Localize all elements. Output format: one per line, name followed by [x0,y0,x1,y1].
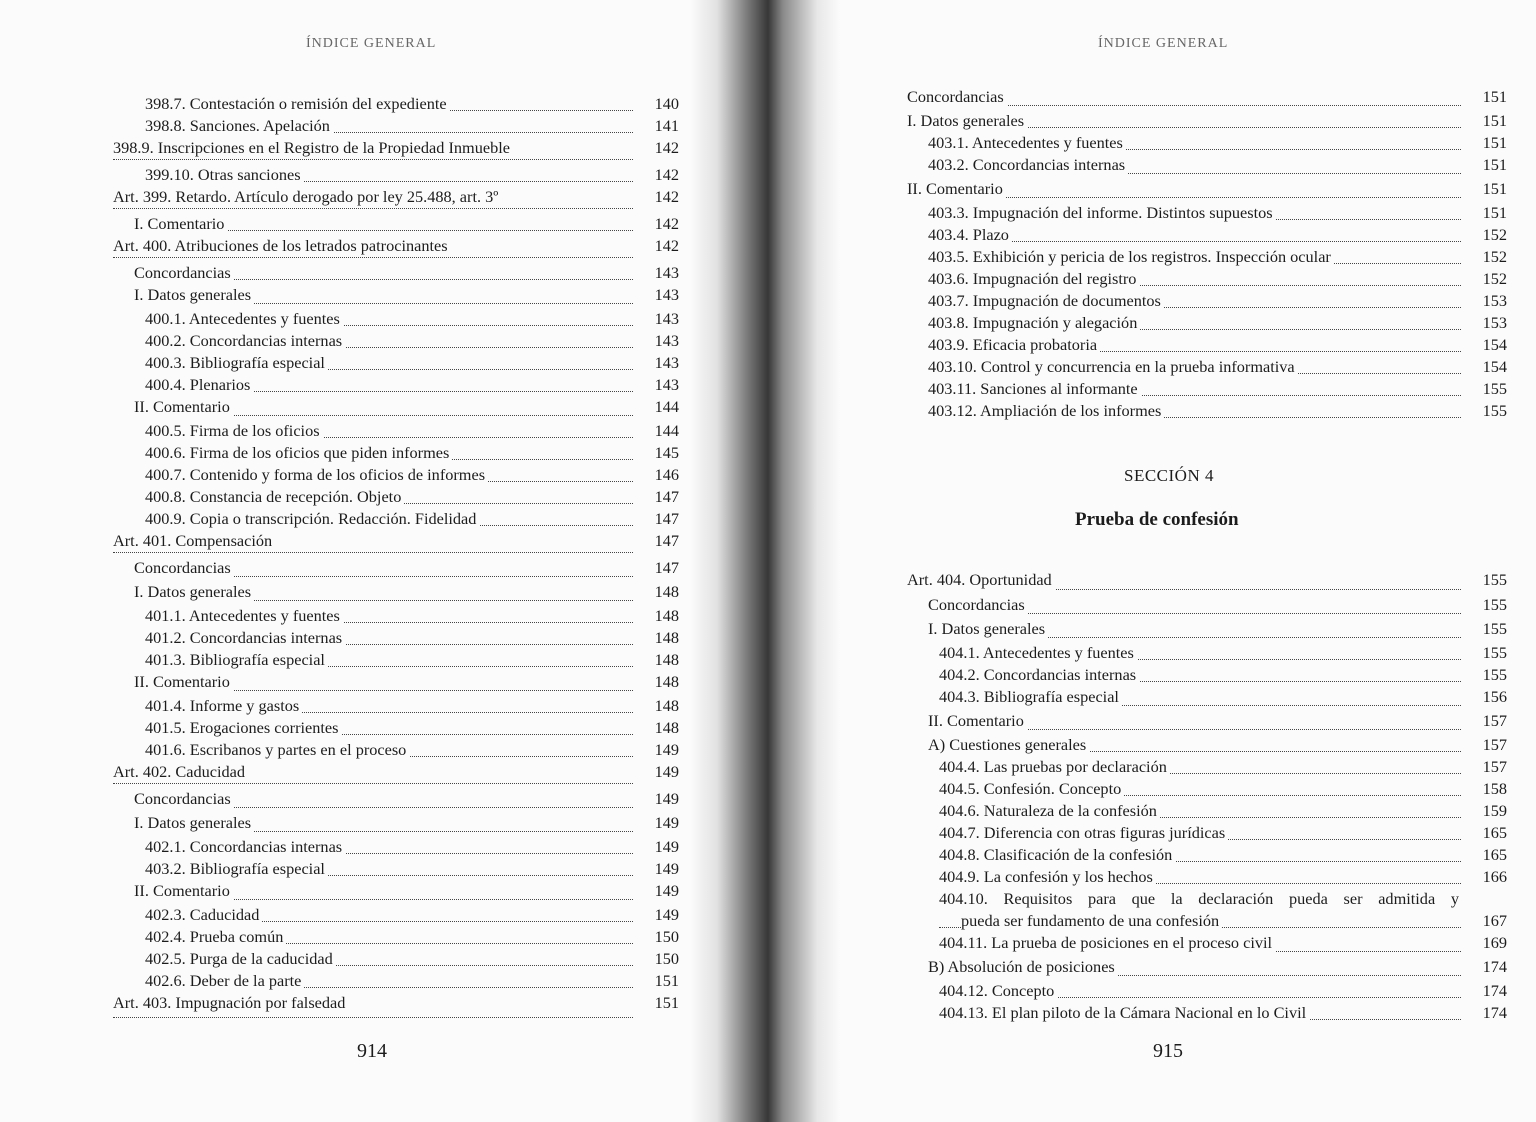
toc-entry [113,530,679,557]
toc-entry-page: 151 [1482,87,1507,106]
toc-entry-title: 403.4. Plazo [928,224,1012,246]
toc-entry-title: Concordancias [907,86,1007,108]
toc-entry-title: I. Datos generales [134,581,254,603]
toc-entry [113,374,679,396]
toc-entry [113,812,679,836]
toc-entry [907,246,1507,268]
toc-entry-page: 148 [654,696,679,715]
running-head: ÍNDICE GENERAL [306,36,437,51]
toc-entry-page: 153 [1482,313,1507,332]
toc-entry-title: I. Datos generales [928,618,1048,640]
toc-entry-title: 403.2. Concordancias internas [928,154,1128,176]
toc-entry-title: Art. 404. Oportunidad [907,569,1055,591]
toc-entry-title-continuation: pueda ser fundamento de una confesión [961,910,1222,932]
toc-entry-title: 404.12. Concepto [939,980,1057,1002]
toc-entry-page: 151 [1482,133,1507,152]
toc-entry [113,788,679,812]
toc-entry-title: Art. 399. Retardo. Artículo derogado por ley 25.488, art. 3º [113,186,501,208]
toc-entry-page: 142 [654,187,679,206]
toc-entry-page: 157 [1482,735,1507,754]
toc-entry-title: Art. 400. Atribuciones de los letrados patrocinantes [113,235,451,257]
table-of-contents [113,93,679,1022]
toc-entry-page: 154 [1482,357,1507,376]
toc-entry-title: I. Comentario [134,213,227,235]
toc-entry-page: 142 [654,165,679,184]
dot-leader [113,257,633,258]
toc-entry-page: 174 [1482,1003,1507,1022]
toc-entry [113,308,679,330]
toc-entry [113,420,679,442]
toc-entry [907,686,1507,710]
toc-entry-page: 153 [1482,291,1507,310]
toc-entry-title: 404.10. Requisitos para que la declaración pueda ser admitida y [939,889,1459,908]
dot-leader [113,1017,633,1018]
toc-entry [113,858,679,880]
toc-entry-page: 151 [654,971,679,990]
toc-entry-page: 144 [654,421,679,440]
toc-entry [907,664,1507,686]
toc-entry-title: Concordancias [134,557,234,579]
toc-entry-title: 404.6. Naturaleza de la confesión [939,800,1160,822]
toc-entry-title: II. Comentario [907,178,1006,200]
toc-entry [113,137,679,164]
toc-entry-page: 148 [654,582,679,601]
toc-entry-page: 150 [654,927,679,946]
toc-entry-title: Concordancias [134,262,234,284]
dot-leader [113,159,633,160]
toc-entry-page: 174 [1482,957,1507,976]
toc-entry-title: 401.5. Erogaciones corrientes [145,717,342,739]
toc-entry [113,926,679,948]
toc-entry [113,581,679,605]
toc-entry [113,235,679,262]
toc-entry [907,378,1507,400]
toc-entry [907,86,1507,110]
toc-entry-page: 141 [654,116,679,135]
toc-entry [907,594,1507,618]
toc-entry [113,904,679,926]
toc-entry-page: 148 [654,672,679,691]
toc-entry [907,334,1507,356]
toc-entry-page: 151 [1482,155,1507,174]
toc-entry [113,330,679,352]
toc-entry-title: 403.1. Antecedentes y fuentes [928,132,1126,154]
toc-entry [113,739,679,761]
toc-entry-title: 400.1. Antecedentes y fuentes [145,308,343,330]
toc-entry-page: 165 [1482,823,1507,842]
toc-entry [907,642,1507,664]
toc-entry-title: 401.3. Bibliografía especial [145,649,328,671]
toc-entry-page: 157 [1482,757,1507,776]
toc-entry-page: 144 [654,397,679,416]
toc-entry-title: 404.3. Bibliografía especial [939,686,1122,708]
table-of-contents [907,86,1507,422]
toc-entry [907,734,1507,756]
toc-entry [113,262,679,284]
toc-entry-page: 143 [654,309,679,328]
toc-entry [113,464,679,486]
toc-entry-title: 400.5. Firma de los oficios [145,420,323,442]
toc-entry [113,627,679,649]
toc-entry [113,186,679,213]
toc-entry-page: 155 [1482,643,1507,662]
toc-entry [907,1002,1507,1024]
toc-entry [907,956,1507,980]
toc-entry [907,756,1507,778]
toc-entry [113,717,679,739]
toc-entry-page: 169 [1482,933,1507,952]
page-number: 915 [1153,1040,1183,1062]
toc-entry-title: 401.6. Escribanos y partes en el proceso [145,739,409,761]
toc-entry-title: 398.8. Sanciones. Apelación [145,115,333,137]
toc-entry-page: 142 [654,214,679,233]
toc-entry-page: 147 [654,558,679,577]
section-label: SECCIÓN 4 [1124,466,1214,485]
toc-entry-title: 404.11. La prueba de posiciones en el proceso civil [939,932,1275,954]
toc-entry-page: 156 [1482,687,1507,706]
toc-entry-title: II. Comentario [134,671,233,693]
toc-entry-title: 404.13. El plan piloto de la Cámara Nacional en lo Civil [939,1002,1309,1024]
toc-entry-page: 148 [654,606,679,625]
toc-entry-page: 148 [654,628,679,647]
toc-entry-page: 142 [654,236,679,255]
toc-entry-page: 145 [654,443,679,462]
toc-entry-page: 155 [1482,379,1507,398]
toc-entry-page: 166 [1482,867,1507,886]
toc-entry [907,312,1507,334]
toc-entry-title: 404.1. Antecedentes y fuentes [939,642,1137,664]
toc-entry [113,649,679,671]
book-gutter-shadow [690,0,840,1122]
toc-entry [907,356,1507,378]
toc-entry [113,442,679,464]
toc-entry [113,115,679,137]
toc-entry-title: 403.8. Impugnación y alegación [928,312,1140,334]
dot-leader [113,783,633,784]
toc-entry-page: 151 [1482,179,1507,198]
toc-entry-title: 400.2. Concordancias internas [145,330,345,352]
section-title: Prueba de confesión [1075,509,1239,530]
toc-entry-title: 403.2. Bibliografía especial [145,858,328,880]
toc-entry-page: 143 [654,285,679,304]
toc-entry [113,486,679,508]
toc-entry-title: 401.1. Antecedentes y fuentes [145,605,343,627]
toc-entry [907,710,1507,734]
toc-entry-title: 404.8. Clasificación de la confesión [939,844,1175,866]
toc-entry-title: 403.7. Impugnación de documentos [928,290,1164,312]
toc-entry-title: 403.10. Control y concurrencia en la prueba informativa [928,356,1298,378]
toc-entry-title: 400.4. Plenarios [145,374,253,396]
toc-entry-title: Concordancias [134,788,234,810]
toc-entry-title: B) Absolución de posiciones [928,956,1118,978]
toc-entry [907,400,1507,422]
toc-entry-page: 149 [654,859,679,878]
toc-entry-title: 403.12. Ampliación de los informes [928,400,1164,422]
toc-entry [113,836,679,858]
toc-entry-title: A) Cuestiones generales [928,734,1089,756]
toc-entry [907,202,1507,224]
toc-entry-page: 155 [1482,401,1507,420]
toc-entry-page: 149 [654,789,679,808]
dot-leader [113,208,633,209]
toc-entry-title: I. Datos generales [134,812,254,834]
toc-entry-title: Concordancias [928,594,1028,616]
toc-entry-page: 147 [654,531,679,550]
toc-entry-page: 140 [654,94,679,113]
toc-entry-page: 157 [1482,711,1507,730]
toc-entry-page: 152 [1482,269,1507,288]
toc-entry [907,110,1507,132]
dot-leader [113,552,633,553]
toc-entry-title: 400.7. Contenido y forma de los oficios de informes [145,464,488,486]
toc-entry-page: 151 [1482,111,1507,130]
toc-entry-page: 147 [654,487,679,506]
toc-entry [113,164,679,186]
toc-entry [113,557,679,581]
toc-entry-page: 167 [1482,911,1507,930]
toc-entry-title: Art. 401. Compensación [113,530,275,552]
toc-entry-title: 399.10. Otras sanciones [145,164,304,186]
toc-entry-title: 402.1. Concordancias internas [145,836,345,858]
toc-entry-page: 149 [654,837,679,856]
toc-entry-page: 149 [654,881,679,900]
toc-entry-page: 174 [1482,981,1507,1000]
toc-entry [113,695,679,717]
toc-entry-page: 155 [1482,665,1507,684]
toc-entry [113,396,679,420]
toc-entry [907,618,1507,642]
page-number: 914 [357,1040,387,1062]
toc-entry [113,605,679,627]
toc-entry [113,992,679,1022]
toc-entry [907,932,1507,956]
toc-entry [113,970,679,992]
toc-entry [907,888,1507,932]
toc-entry-page: 142 [654,138,679,157]
toc-entry-page: 151 [654,993,679,1012]
toc-entry [907,224,1507,246]
toc-entry-title: 404.4. Las pruebas por declaración [939,756,1170,778]
toc-entry [113,284,679,308]
toc-entry-title: 398.7. Contestación o remisión del expediente [145,93,450,115]
toc-entry-title: II. Comentario [134,396,233,418]
toc-entry-page: 143 [654,263,679,282]
toc-entry-title: 404.5. Confesión. Concepto [939,778,1124,800]
left-page [0,0,700,1122]
toc-entry-title: 400.8. Constancia de recepción. Objeto [145,486,404,508]
toc-entry-title: 404.9. La confesión y los hechos [939,866,1156,888]
toc-entry-page: 149 [654,813,679,832]
toc-entry-title: I. Datos generales [907,110,1027,132]
toc-entry-page: 143 [654,331,679,350]
toc-entry [907,844,1507,866]
toc-entry-title: 402.3. Caducidad [145,904,262,926]
toc-entry-title: 404.2. Concordancias internas [939,664,1139,686]
toc-entry-page: 149 [654,762,679,781]
toc-entry [907,822,1507,844]
table-of-contents [907,569,1507,1024]
toc-entry [113,213,679,235]
right-page [830,0,1536,1122]
toc-entry-title: 404.7. Diferencia con otras figuras jurídicas [939,822,1228,844]
toc-entry-title: 401.2. Concordancias internas [145,627,345,649]
toc-entry-title: 400.3. Bibliografía especial [145,352,328,374]
toc-entry [907,980,1507,1002]
toc-entry-page: 148 [654,650,679,669]
toc-entry [907,569,1507,594]
toc-entry [113,93,679,115]
toc-entry-page: 154 [1482,335,1507,354]
toc-entry-page: 147 [654,509,679,528]
toc-entry-page: 158 [1482,779,1507,798]
toc-entry [907,132,1507,154]
toc-entry-title: 403.5. Exhibición y pericia de los registros. Inspección ocular [928,246,1334,268]
toc-entry-title: I. Datos generales [134,284,254,306]
toc-entry [907,268,1507,290]
toc-entry-page: 143 [654,375,679,394]
toc-entry-title: 403.6. Impugnación del registro [928,268,1139,290]
toc-entry-page: 151 [1482,203,1507,222]
toc-entry-page: 155 [1482,595,1507,614]
toc-entry [907,290,1507,312]
toc-entry-page: 152 [1482,225,1507,244]
toc-entry-title: II. Comentario [928,710,1027,732]
toc-entry-title: 400.6. Firma de los oficios que piden informes [145,442,452,464]
toc-entry [113,671,679,695]
toc-entry [113,761,679,788]
toc-entry-title: 401.4. Informe y gastos [145,695,302,717]
running-head: ÍNDICE GENERAL [1098,36,1229,51]
toc-entry-title: 400.9. Copia o transcripción. Redacción. Fidelidad [145,508,479,530]
toc-entry-page: 149 [654,740,679,759]
toc-entry-page: 155 [1482,570,1507,589]
toc-entry [907,800,1507,822]
toc-entry [113,352,679,374]
toc-entry [113,880,679,904]
toc-entry-page: 165 [1482,845,1507,864]
toc-entry [907,866,1507,888]
toc-entry-title: 402.4. Prueba común [145,926,286,948]
toc-entry-title: 402.6. Deber de la parte [145,970,304,992]
toc-entry-title: 403.3. Impugnación del informe. Distintos supuestos [928,202,1276,224]
toc-entry-page: 150 [654,949,679,968]
toc-entry-page: 146 [654,465,679,484]
toc-entry-title: II. Comentario [134,880,233,902]
toc-entry [907,778,1507,800]
toc-entry-page: 149 [654,905,679,924]
toc-entry-page: 159 [1482,801,1507,820]
toc-entry [113,948,679,970]
toc-entry-title: 403.11. Sanciones al informante [928,378,1141,400]
toc-entry-page: 152 [1482,247,1507,266]
toc-entry-title: Art. 403. Impugnación por falsedad [113,992,348,1014]
toc-entry [907,178,1507,202]
toc-entry-title: 402.5. Purga de la caducidad [145,948,336,970]
toc-entry-title: 403.9. Eficacia probatoria [928,334,1100,356]
toc-entry-title: 398.9. Inscripciones en el Registro de la Propiedad Inmueble [113,137,513,159]
toc-entry [907,154,1507,178]
toc-entry-page: 148 [654,718,679,737]
toc-entry-page: 143 [654,353,679,372]
toc-entry [113,508,679,530]
toc-entry-page: 155 [1482,619,1507,638]
toc-entry-title: Art. 402. Caducidad [113,761,248,783]
